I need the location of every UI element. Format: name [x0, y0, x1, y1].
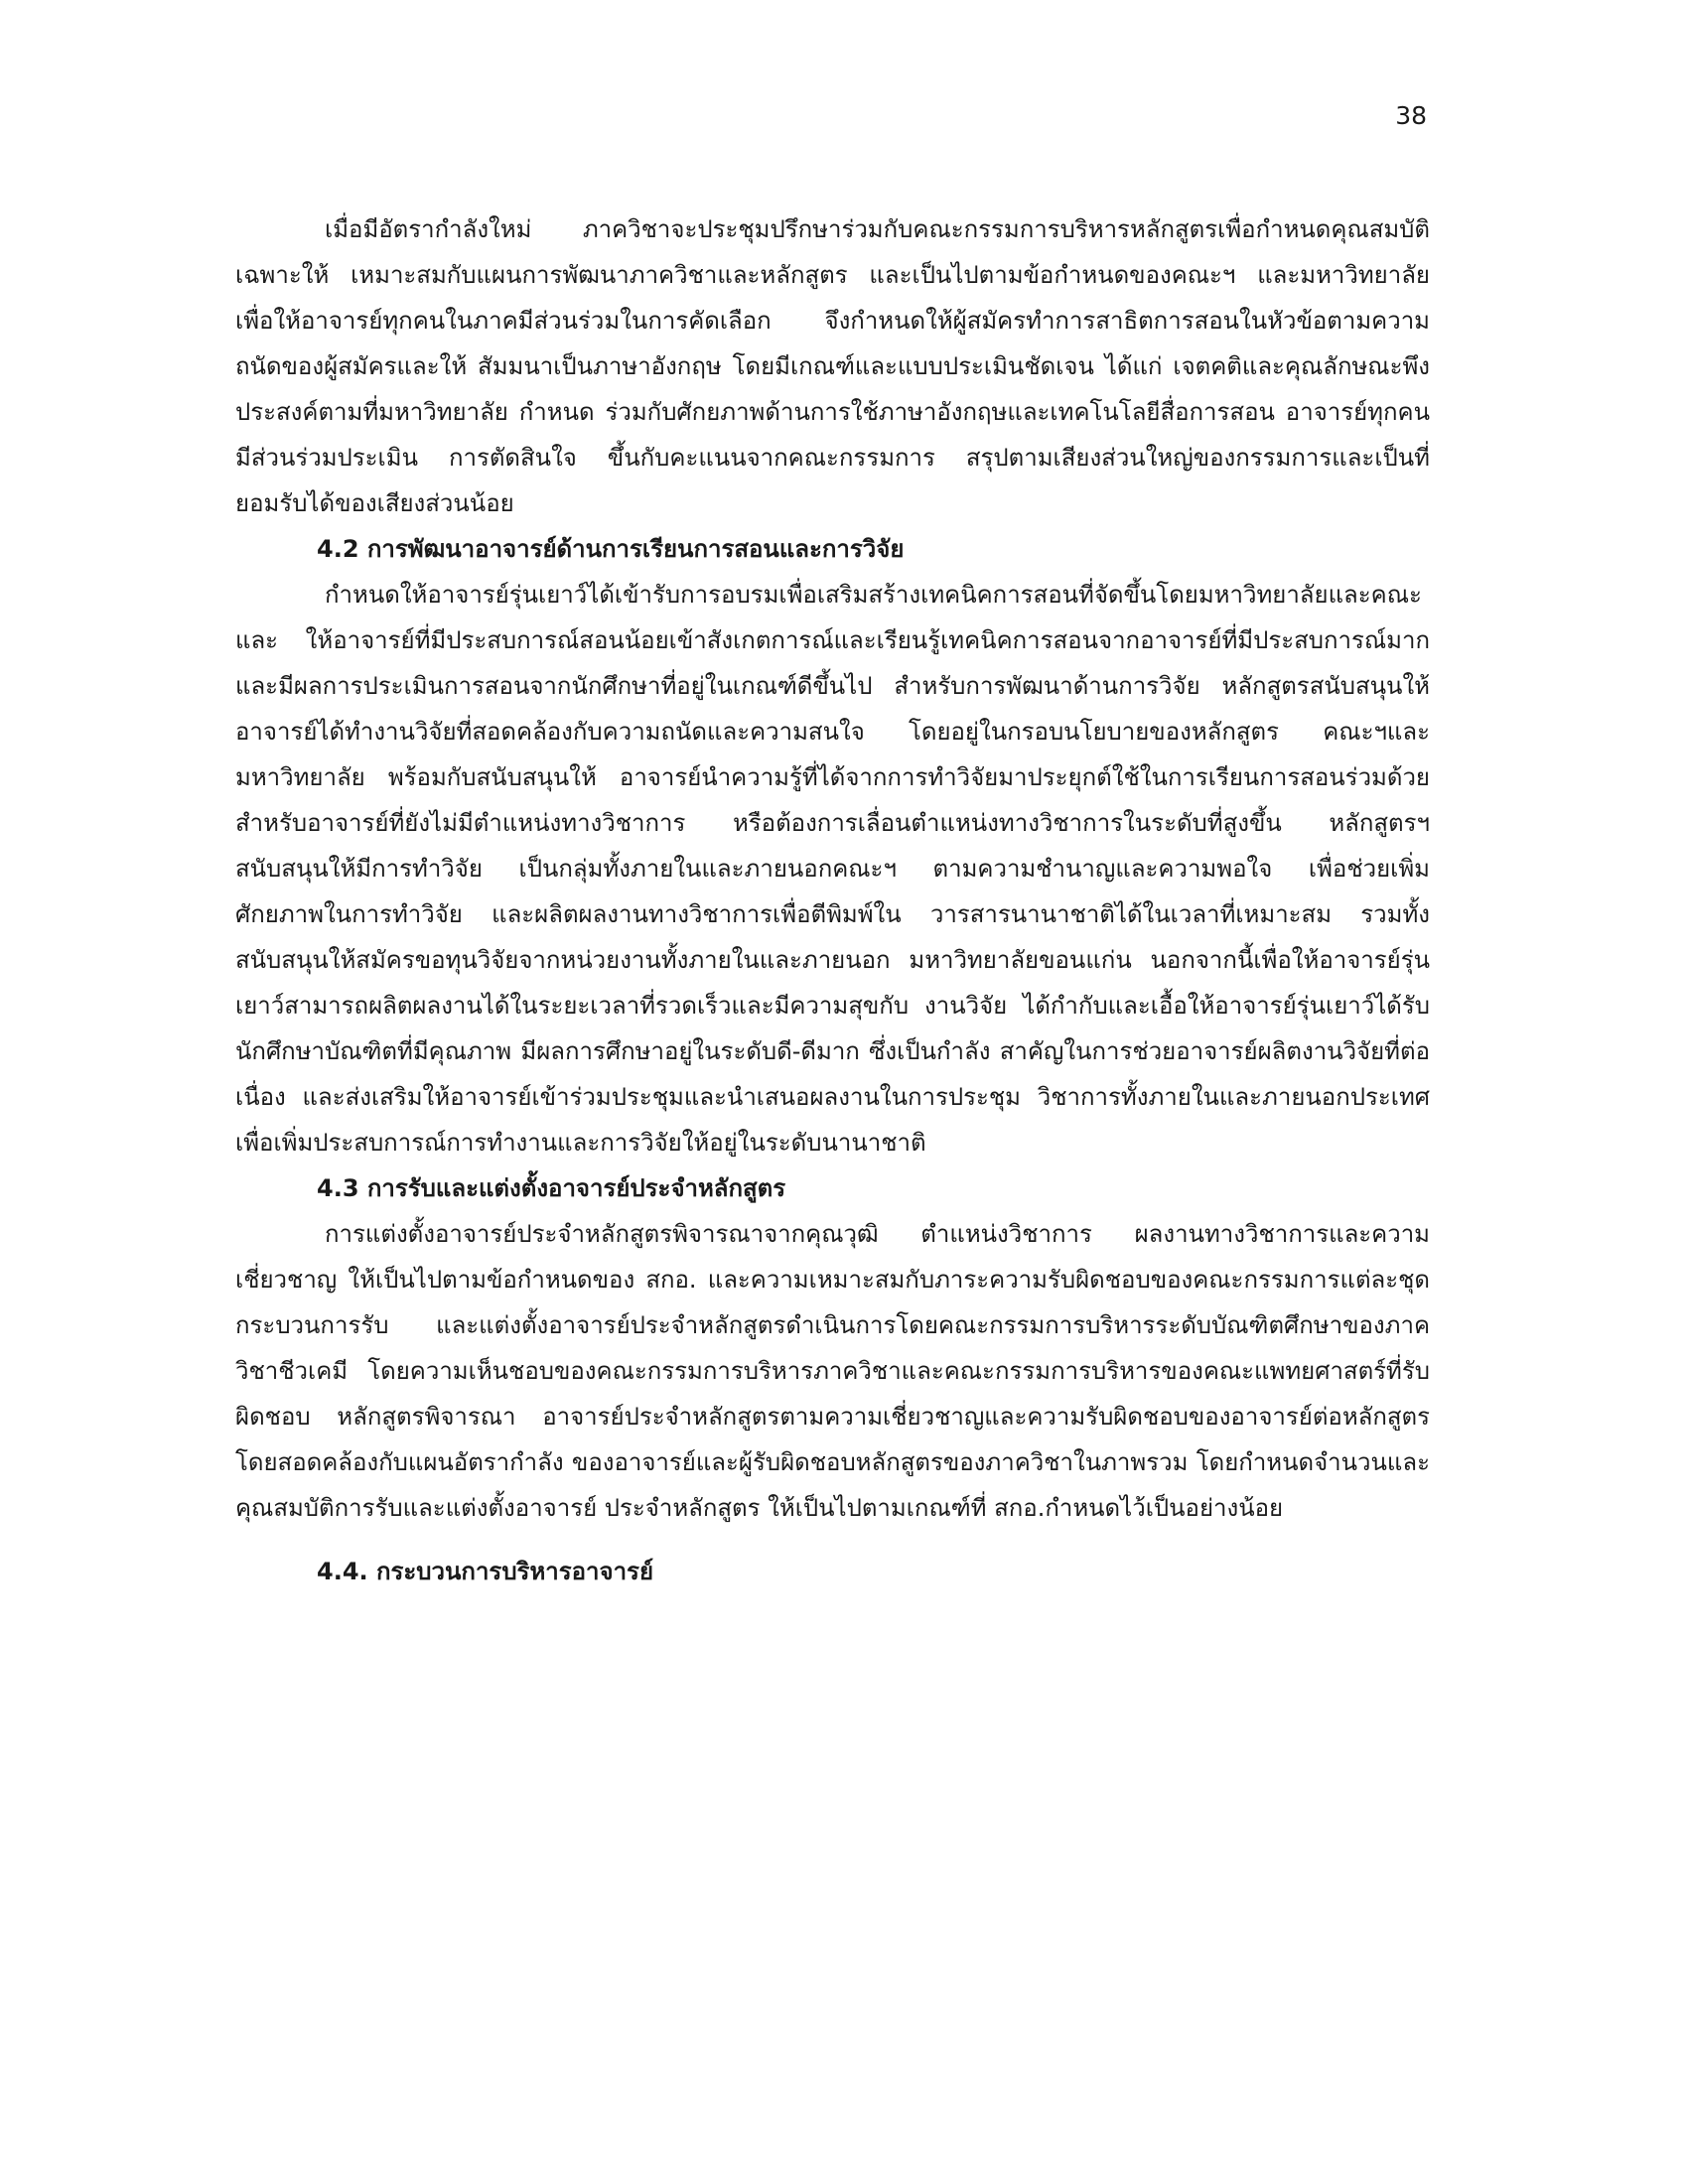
section-heading-4-4: 4.4. กระบวนการบริหารอาจารย์ — [317, 1558, 654, 1585]
document-body — [235, 206, 1430, 1594]
paragraph-faculty-appointment: การแต่งตั้งอาจารย์ประจำหลักสูตรพิจารณาจากคุณวุฒิ ตำแหน่งวิชาการ ผลงานทางวิชาการและความเชี่ยวชาญ ให้เป็นไปตามข้อกำหนดของ สกอ. และความเหมาะสมกับภาระความรับผิดชอบของคณะกรรมการแต่ละชุด กระบวนการรับ และแต่งตั้งอาจารย์ประจำหลักสูตรดำเนินการโดยคณะกรรมการบริหารระดับบัณฑิตศึกษาของภาควิชาชีวเคมี โดยความเห็นชอบของคณะกรรมการบริหารภาควิชาและคณะกรรมการบริหารของคณะแพทยศาสตร์ที่รับผิดชอบ หลักสูตรพิจารณา อาจารย์ประจำหลักสูตรตามความเชี่ยวชาญและความรับผิดชอบของอาจารย์ต่อหลักสูตร โดยสอดคล้องกับแผนอัตรากำลัง ของอาจารย์และผู้รับผิดชอบหลักสูตรของภาควิชาในภาพรวม โดยกำหนดจำนวนและคุณสมบัติการรับและแต่งตั้งอาจารย์ ประจำหลักสูตร ให้เป็นไปตามเกณฑ์ที่ สกอ.กำหนดไว้เป็นอย่างน้อย — [235, 1220, 1430, 1522]
section-heading-4-3: 4.3 การรับและแต่งตั้งอาจารย์ประจำหลักสูตร — [317, 1174, 786, 1202]
page-number: 38 — [1395, 101, 1427, 130]
paragraph-faculty-recruitment: เมื่อมีอัตรากำลังใหม่ ภาควิชาจะประชุมปรึกษาร่วมกับคณะกรรมการบริหารหลักสูตรเพื่อกำหนดคุณสมบัติเฉพาะให้ เหมาะสมกับแผนการพัฒนาภาควิชาและหลักสูตร และเป็นไปตามข้อกำหนดของคณะฯ และมหาวิทยาลัย เพื่อให้อาจารย์ทุกคนในภาคมีส่วนร่วมในการคัดเลือก จึงกำหนดให้ผู้สมัครทำการสาธิตการสอนในหัวข้อตามความถนัดของผู้สมัครและให้ สัมมนาเป็นภาษาอังกฤษ โดยมีเกณฑ์และแบบประเมินชัดเจน ได้แก่ เจตคติและคุณลักษณะพึงประสงค์ตามที่มหาวิทยาลัย กำหนด ร่วมกับศักยภาพด้านการใช้ภาษาอังกฤษและเทคโนโลยีสื่อการสอน อาจารย์ทุกคนมีส่วนร่วมประเมิน การตัดสินใจ ขึ้นกับคะแนนจากคณะกรรมการ สรุปตามเสียงส่วนใหญ่ของกรรมการและเป็นที่ยอมรับได้ของเสียงส่วนน้อย — [235, 215, 1430, 517]
section-heading-4-2: 4.2 การพัฒนาอาจารย์ด้านการเรียนการสอนและการวิจัย — [317, 535, 905, 563]
paragraph-faculty-development: กำหนดให้อาจารย์รุ่นเยาว์ได้เข้ารับการอบรมเพื่อเสริมสร้างเทคนิคการสอนที่จัดขึ้นโดยมหาวิทยาลัยและคณะ และ ให้อาจารย์ที่มีประสบการณ์สอนน้อยเข้าสังเกตการณ์และเรียนรู้เทคนิคการสอนจากอาจารย์ที่มีประสบการณ์มาก และมีผลการประเมินการสอนจากนักศึกษาที่อยู่ในเกณฑ์ดีขึ้นไป สำหรับการพัฒนาด้านการวิจัย หลักสูตรสนับสนุนให้อาจารย์ได้ทำงานวิจัยที่สอดคล้องกับความถนัดและความสนใจ โดยอยู่ในกรอบนโยบายของหลักสูตร คณะฯและมหาวิทยาลัย พร้อมกับสนับสนุนให้ อาจารย์นำความรู้ที่ได้จากการทำวิจัยมาประยุกต์ใช้ในการเรียนการสอนร่วมด้วย สำหรับอาจารย์ที่ยังไม่มีตำแหน่งทางวิชาการ หรือต้องการเลื่อนตำแหน่งทางวิชาการในระดับที่สูงขึ้น หลักสูตรฯ สนับสนุนให้มีการทำวิจัย เป็นกลุ่มทั้งภายในและภายนอกคณะฯ ตามความชำนาญและความพอใจ เพื่อช่วยเพิ่มศักยภาพในการทำวิจัย และผลิตผลงานทางวิชาการเพื่อตีพิมพ์ใน วารสารนานาชาติได้ในเวลาที่เหมาะสม รวมทั้งสนับสนุนให้สมัครขอทุนวิจัยจากหน่วยงานทั้งภายในและภายนอก มหาวิทยาลัยขอนแก่น นอกจากนี้เพื่อให้อาจารย์รุ่นเยาว์สามารถผลิตผลงานได้ในระยะเวลาที่รวดเร็วและมีความสุขกับ งานวิจัย ได้กำกับและเอื้อให้อาจารย์รุ่นเยาว์ได้รับนักศึกษาบัณฑิตที่มีคุณภาพ มีผลการศึกษาอยู่ในระดับดี-ดีมาก ซึ่งเป็นกำลัง สาคัญในการช่วยอาจารย์ผลิตงานวิจัยที่ต่อเนื่อง และส่งเสริมให้อาจารย์เข้าร่วมประชุมและนำเสนอผลงานในการประชุม วิชาการทั้งภายในและภายนอกประเทศ เพื่อเพิ่มประสบการณ์การทำงานและการวิจัยให้อยู่ในระดับนานาชาติ — [235, 581, 1430, 1157]
